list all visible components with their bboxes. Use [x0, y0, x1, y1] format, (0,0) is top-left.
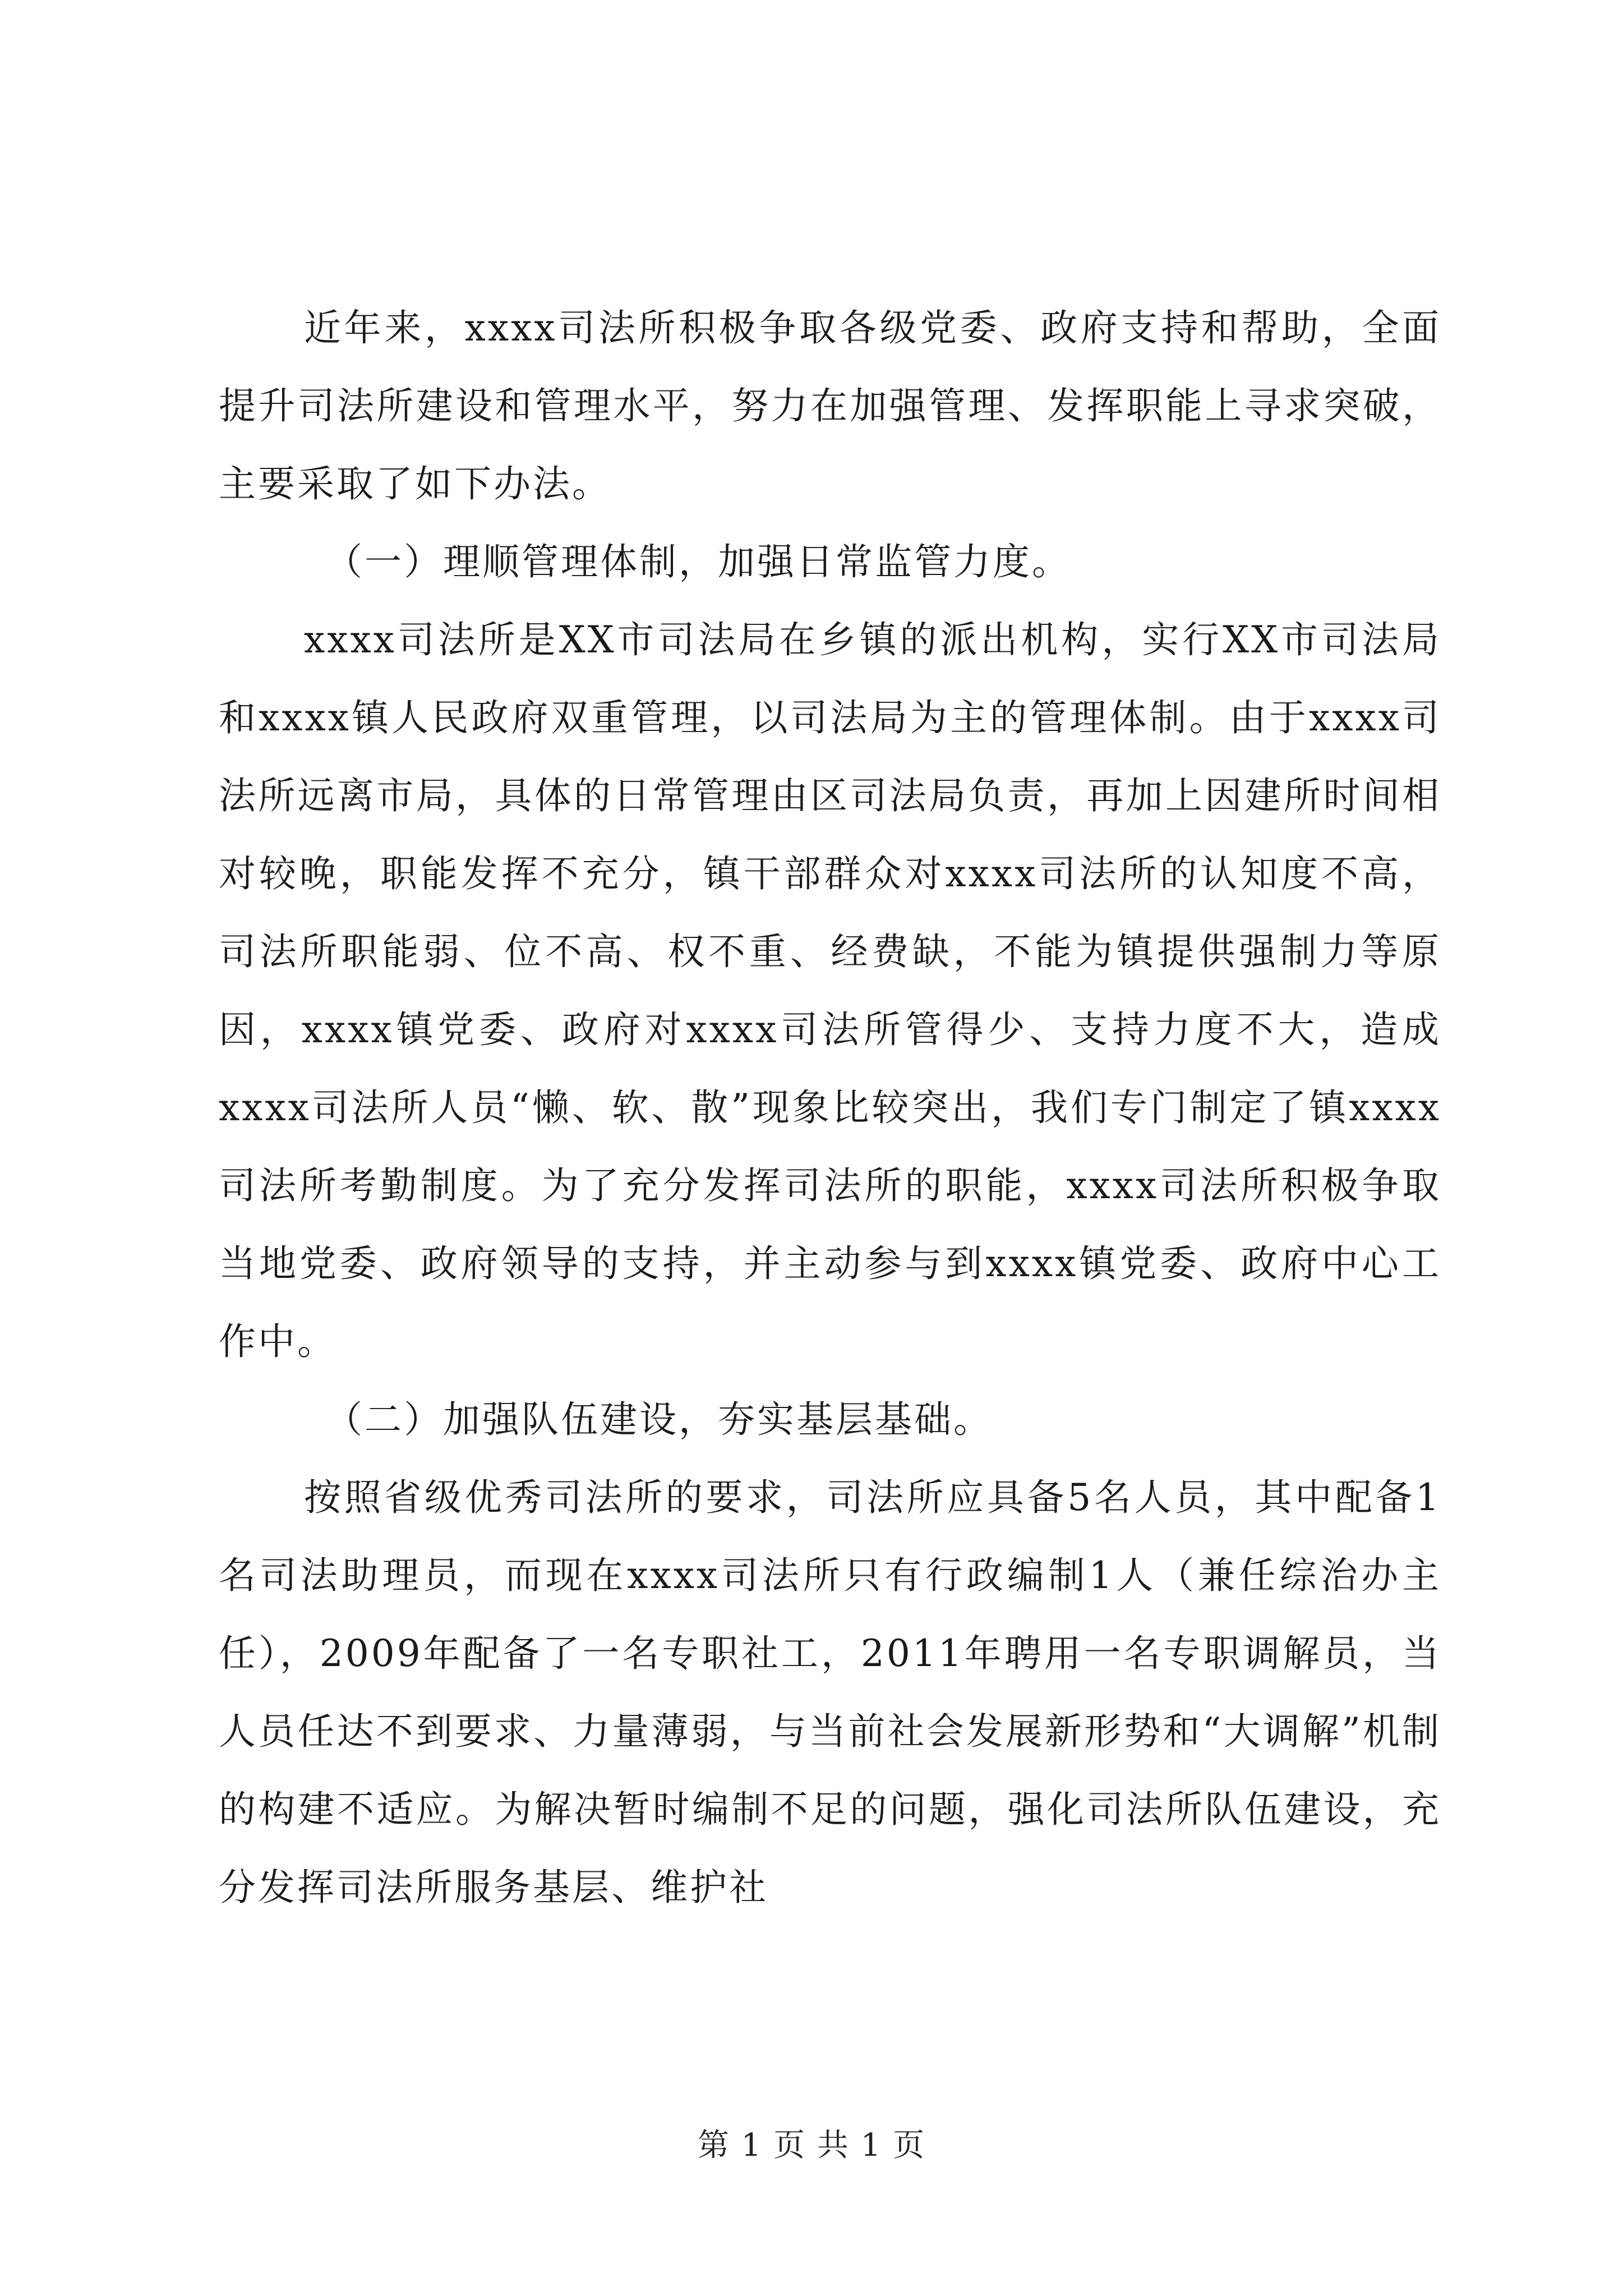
- section-heading-1: （一）理顺管理体制，加强日常监管力度。: [325, 540, 1071, 583]
- section-heading-2: （二）加强队伍建设，夯实基层基础。: [325, 1398, 993, 1441]
- page-footer: 第 1 页 共 1 页: [697, 2127, 926, 2164]
- paragraph-intro: 近年来，xxxx司法所积极争取各级党委、政府支持和帮助，全面提升司法所建设和管理水平，努力在加强管理、发挥职能上寻求突破，主要采取了如下办法。: [219, 306, 1441, 505]
- document-body: [219, 289, 1441, 1926]
- paragraph-team: 按照省级优秀司法所的要求，司法所应具备5名人员，其中配备1名司法助理员，而现在xxxx司法所只有行政编制1人（兼任综治办主任），2009年配备了一名专职社工，2011年聘用一名专职调解员，当人员任达不到要求、力量薄弱，与当前社会发展新形势和“大调解”机制的构建不适应。为解决暂时编制不足的问题，强化司法所队伍建设，充分发挥司法所服务基层、维护社: [219, 1476, 1441, 1909]
- paragraph-management: xxxx司法所是XX市司法局在乡镇的派出机构，实行XX市司法局和xxxx镇人民政府双重管理，以司法局为主的管理体制。由于xxxx司法所远离市局，具体的日常管理由区司法局负责，再加上因建所时间相对较晚，职能发挥不充分，镇干部群众对xxxx司法所的认知度不高，司法所职能弱、位不高、权不重、经费缺，不能为镇提供强制力等原因，xxxx镇党委、政府对xxxx司法所管得少、支持力度不大，造成xxxx司法所人员“懒、软、散”现象比较突出，我们专门制定了镇xxxx司法所考勤制度。为了充分发挥司法所的职能，xxxx司法所积极争取当地党委、政府领导的支持，并主动参与到xxxx镇党委、政府中心工作中。: [219, 618, 1441, 1363]
